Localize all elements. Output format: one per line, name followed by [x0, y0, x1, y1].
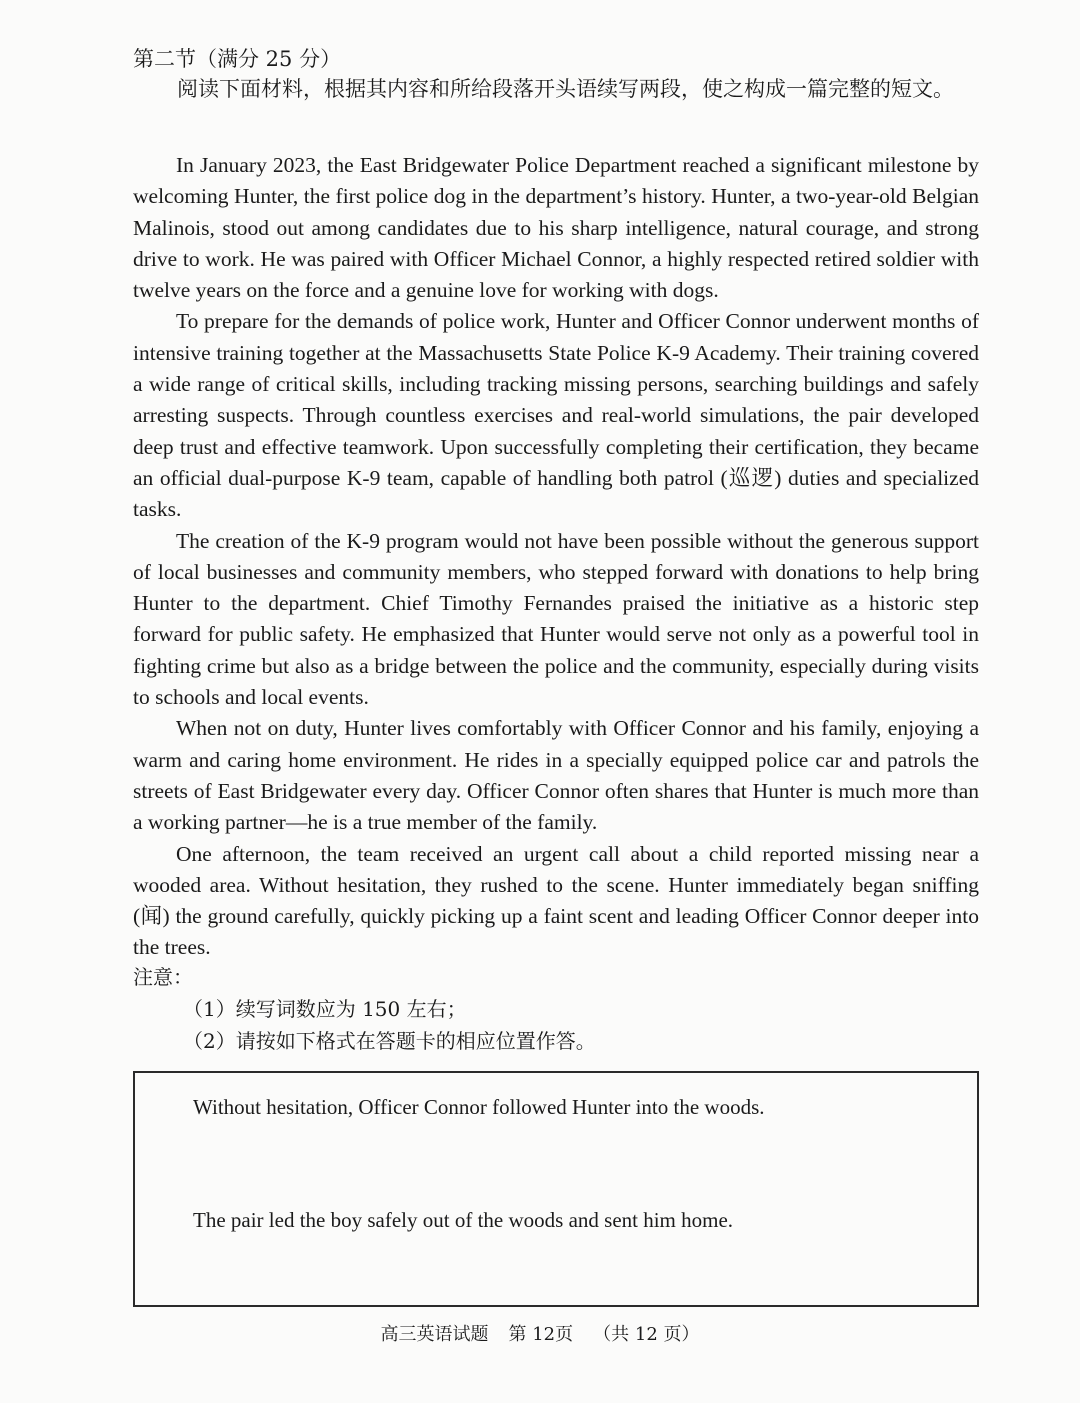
reading-passage: [133, 150, 979, 964]
footer-total-pages: （共 12 页）: [593, 1324, 700, 1345]
notes-heading: 注意：: [133, 965, 193, 989]
footer-page-number: 第 12页: [508, 1324, 574, 1345]
passage-paragraph: One afternoon, the team received an urgent call about a child reported missing near a wooded area. Without hesitation, they rushed to the scene. Hunter immediately began sniffing (闻) the ground carefully, quickly picking up a faint scent and leading Officer Connor deeper into the trees.: [133, 841, 979, 960]
passage-paragraph: When not on duty, Hunter lives comfortably with Officer Connor and his family, enjoying a warm and caring home environment. He rides in a specially equipped police car and patrols the streets of East Bridgewater every day. Officer Connor often shares that Hunter is much more than a working partner—he is a true member of the family.: [133, 716, 979, 835]
passage-paragraph: In January 2023, the East Bridgewater Police Department reached a significant milestone by welcoming Hunter, the first police dog in the department’s history. Hunter, a two-year-old Belgian Malinois, stood out among candidates due to his sharp intelligence, natural courage, and strong drive to work. He was paired with Officer Michael Connor, a highly respected retired soldier with twelve years on the force and a genuine love for working with dogs.: [133, 153, 979, 303]
section-instruction: 阅读下面材料，根据其内容和所给段落开头语续写两段，使之构成一篇完整的短文。: [177, 77, 954, 101]
answer-format-box: [133, 1071, 979, 1307]
section-title: 第二节（满分 25 分）: [133, 47, 342, 71]
passage-paragraph: To prepare for the demands of police work, Hunter and Officer Connor underwent months of intensive training together at the Massachusetts State Police K-9 Academy. Their training covered a wide range of critical skills, including tracking missing persons, searching buildings and safely arresting suspects. Through countless exercises and real-world simulations, the pair developed deep trust and effective teamwork. Upon successfully completing their certification, they became an official dual-purpose K-9 team, capable of handling both patrol (巡逻) duties and specialized tasks.: [133, 309, 979, 522]
passage-paragraph: The creation of the K-9 program would not have been possible without the generous support of local businesses and community members, who stepped forward with donations to help bring Hunter to the department. Chief Timothy Fernandes praised the initiative as a historic step forward for public safety. He emphasized that Hunter would serve not only as a powerful tool in fighting crime but also as a bridge between the police and the community, especially during visits to schools and local events.: [133, 528, 979, 710]
note-item: （2）请按如下格式在答题卡的相应位置作答。: [183, 1029, 596, 1053]
paragraph-2-opening: The pair led the boy safely out of the woods and sent him home.: [193, 1208, 734, 1232]
paragraph-1-opening: Without hesitation, Officer Connor followed Hunter into the woods.: [193, 1095, 765, 1119]
footer-exam-title: 高三英语试题: [380, 1324, 489, 1345]
notes-section: [133, 961, 979, 1057]
page-footer: [0, 1322, 1080, 1348]
note-item: （1）续写词数应为 150 左右；: [183, 997, 467, 1021]
